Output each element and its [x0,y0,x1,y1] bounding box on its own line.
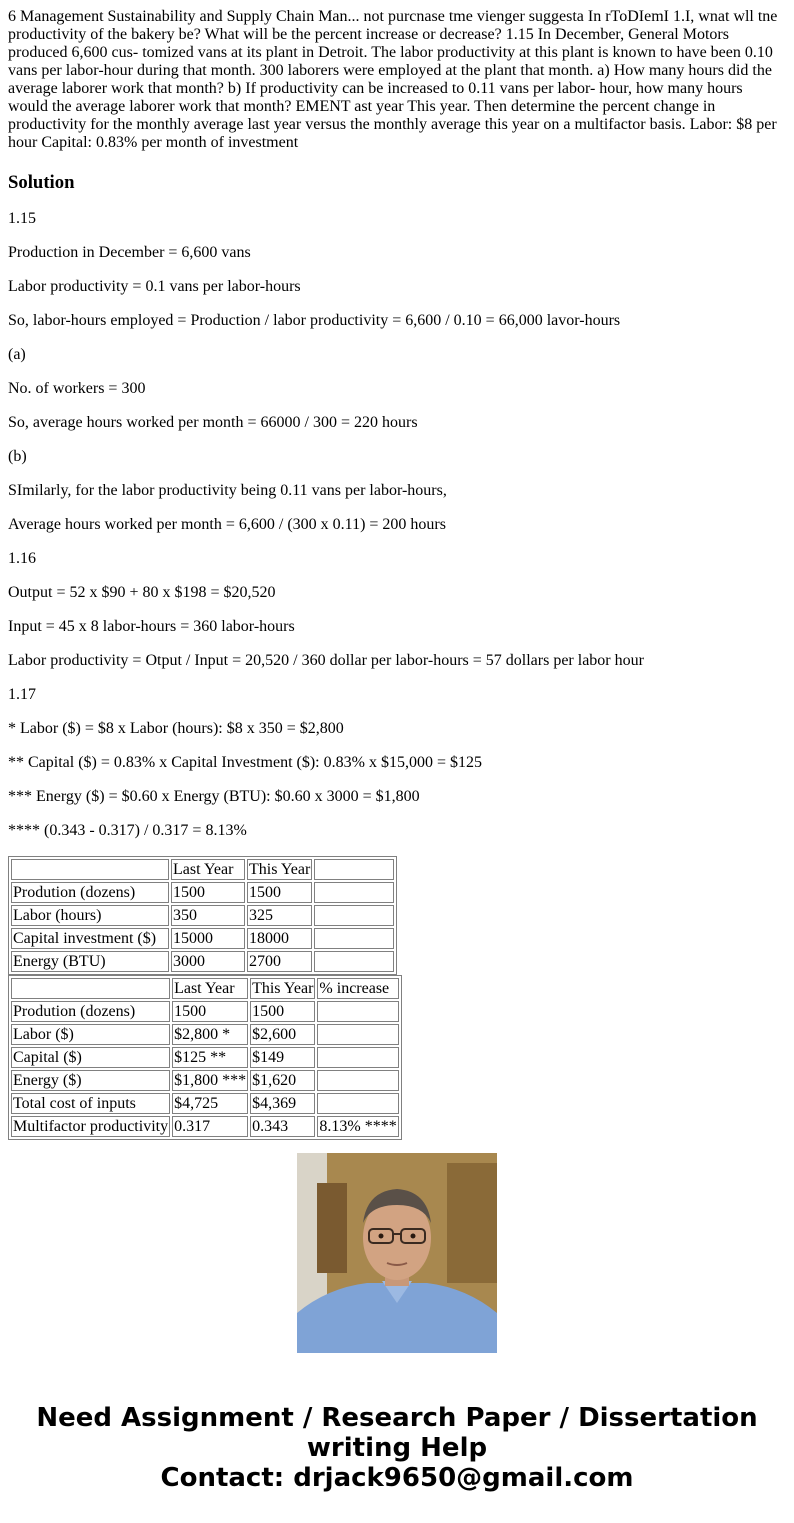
solution-line: Production in December = 6,600 vans [8,244,251,261]
table-cell: $1,620 [250,1070,315,1091]
solution-line: So, labor-hours employed = Production / labor productivity = 6,600 / 0.10 = 66,000 lavor-hours [8,312,621,329]
table-cell: $125 ** [172,1047,248,1068]
promo-contact: Contact: drjack9650@gmail.com [160,1463,634,1493]
table-cell: Labor (hours) [11,905,169,926]
solution-heading: Solution [8,172,75,193]
solution-line: Average hours worked per month = 6,600 / (300 x 0.11) = 200 hours [8,516,446,533]
table-cell: $1,800 *** [174,1072,247,1089]
table-cell: $4,369 [250,1093,315,1114]
table-header-row [11,859,394,880]
table-row [11,1047,399,1068]
promo-banner [0,1403,794,1493]
table-row [11,1024,399,1045]
solution-line: Input = 45 x 8 labor-hours = 360 labor-hours [8,618,295,635]
author-avatar [297,1153,497,1353]
table-cell: $4,725 [172,1093,248,1114]
table-cell: 15000 [171,928,245,949]
solution-line: (a) [8,346,26,363]
solution-line: Labor productivity = Otput / Input = 20,520 / 360 dollar per labor-hours = 57 dollars per labor hour [8,652,644,669]
table-cell [314,905,394,926]
table-cell: Last Year [172,978,248,999]
solution-line: No. of workers = 300 [8,380,146,397]
solution-line: 1.16 [8,550,36,567]
solution-line: (b) [8,448,27,465]
table-cell: Prodution (dozens) [11,882,169,903]
table-cell: Total cost of inputs [11,1093,170,1114]
table-row [11,1116,399,1137]
table-cell [317,1093,398,1114]
table-row [11,1070,399,1091]
promo-line: writing Help [306,1433,488,1463]
table-cell: 1500 [172,1001,248,1022]
table-row [11,882,394,903]
solution-line: 1.15 [8,210,36,227]
table-cell: 18000 [247,928,312,949]
table-cell: Multifactor productivity [13,1118,169,1135]
table-row [11,928,394,949]
table-cell [317,1070,398,1091]
table-cell [317,1001,398,1022]
inputs-table [8,856,397,975]
table-cell [314,859,394,880]
table-row [11,1001,399,1022]
table-cell: Energy ($) [11,1070,170,1091]
solution-line: 1.17 [8,686,36,703]
solution-line: SImilarly, for the labor productivity being 0.11 vans per labor-hours, [8,482,447,499]
table-cell: Energy (BTU) [11,951,169,972]
promo-line: Need Assignment / Research Paper / Dissertation [36,1403,758,1433]
table-row [11,1093,399,1114]
table-cell [314,928,394,949]
table-cell: $2,600 [250,1024,315,1045]
table-header-row [11,978,399,999]
table-cell: 1500 [250,1001,315,1022]
table-cell: 2700 [247,951,312,972]
solution-line: *** Energy ($) = $0.60 x Energy (BTU): $0.60 x 3000 = $1,800 [8,788,420,805]
table-cell: 1500 [247,882,312,903]
solution-line: Output = 52 x $90 + 80 x $198 = $20,520 [8,584,276,601]
table-cell [317,1047,398,1068]
portrait-illustration [297,1153,497,1353]
table-cell: % increase [317,978,398,999]
table-cell: 8.13% **** [319,1118,397,1135]
document-body [8,8,786,1135]
solution-line: ** Capital ($) = 0.83% x Capital Investment ($): 0.83% x $15,000 = $125 [8,754,482,771]
table-cell: Last Year [171,859,245,880]
table-cell: 1500 [171,882,245,903]
solution-line: So, average hours worked per month = 66000 / 300 = 220 hours [8,414,418,431]
table-cell: Prodution (dozens) [11,1001,170,1022]
table-cell: 325 [247,905,312,926]
solution-line: **** (0.343 - 0.317) / 0.317 = 8.13% [8,822,247,839]
table-cell [317,1024,398,1045]
table-cell: Labor ($) [11,1024,170,1045]
solution-line: Labor productivity = 0.1 vans per labor-hours [8,278,301,295]
table-cell [11,859,169,880]
table-cell: This Year [252,980,314,997]
table-cell: 3000 [171,951,245,972]
question-text: 6 Management Sustainability and Supply Chain Man... not purcnase tme vienger suggesta In rToDIemI 1.I, wnat wll tne productivity of the bakery be? What will be the percent increase or decrease? 1.15 In December, General Motors produced 6,600 cus- tomized vans at its plant in Detroit. The labor productivity at this plant is known to have been 0.10 vans per labor-hour during that month. 300 laborers were employed at the plant that month. a) How many hours did the average laborer work that month? b) If productivity can be increased to 0.11 vans per labor- hour, how many hours would the average laborer work that month? EMENT ast year This year. Then determine the percent change in productivity for the monthly average last year versus the monthly average this year on a multifactor basis. Labor: $8 per hour Capital: 0.83% per month of investment [8,8,778,151]
costs-table [8,975,402,1140]
table-cell [314,882,394,903]
table-cell: Capital ($) [11,1047,170,1068]
tables-scroll-area [8,856,786,1135]
table-cell [11,978,170,999]
table-row [11,905,394,926]
solution-line: * Labor ($) = $8 x Labor (hours): $8 x 350 = $2,800 [8,720,344,737]
table-cell: Capital investment ($) [11,928,169,949]
table-cell [314,951,394,972]
table-cell: $149 [250,1047,315,1068]
table-cell: 0.317 [172,1116,248,1137]
table-cell: This Year [249,861,311,878]
table-cell: 0.343 [250,1116,315,1137]
table-cell: $2,800 * [172,1024,248,1045]
table-row [11,951,394,972]
table-cell: 350 [171,905,245,926]
